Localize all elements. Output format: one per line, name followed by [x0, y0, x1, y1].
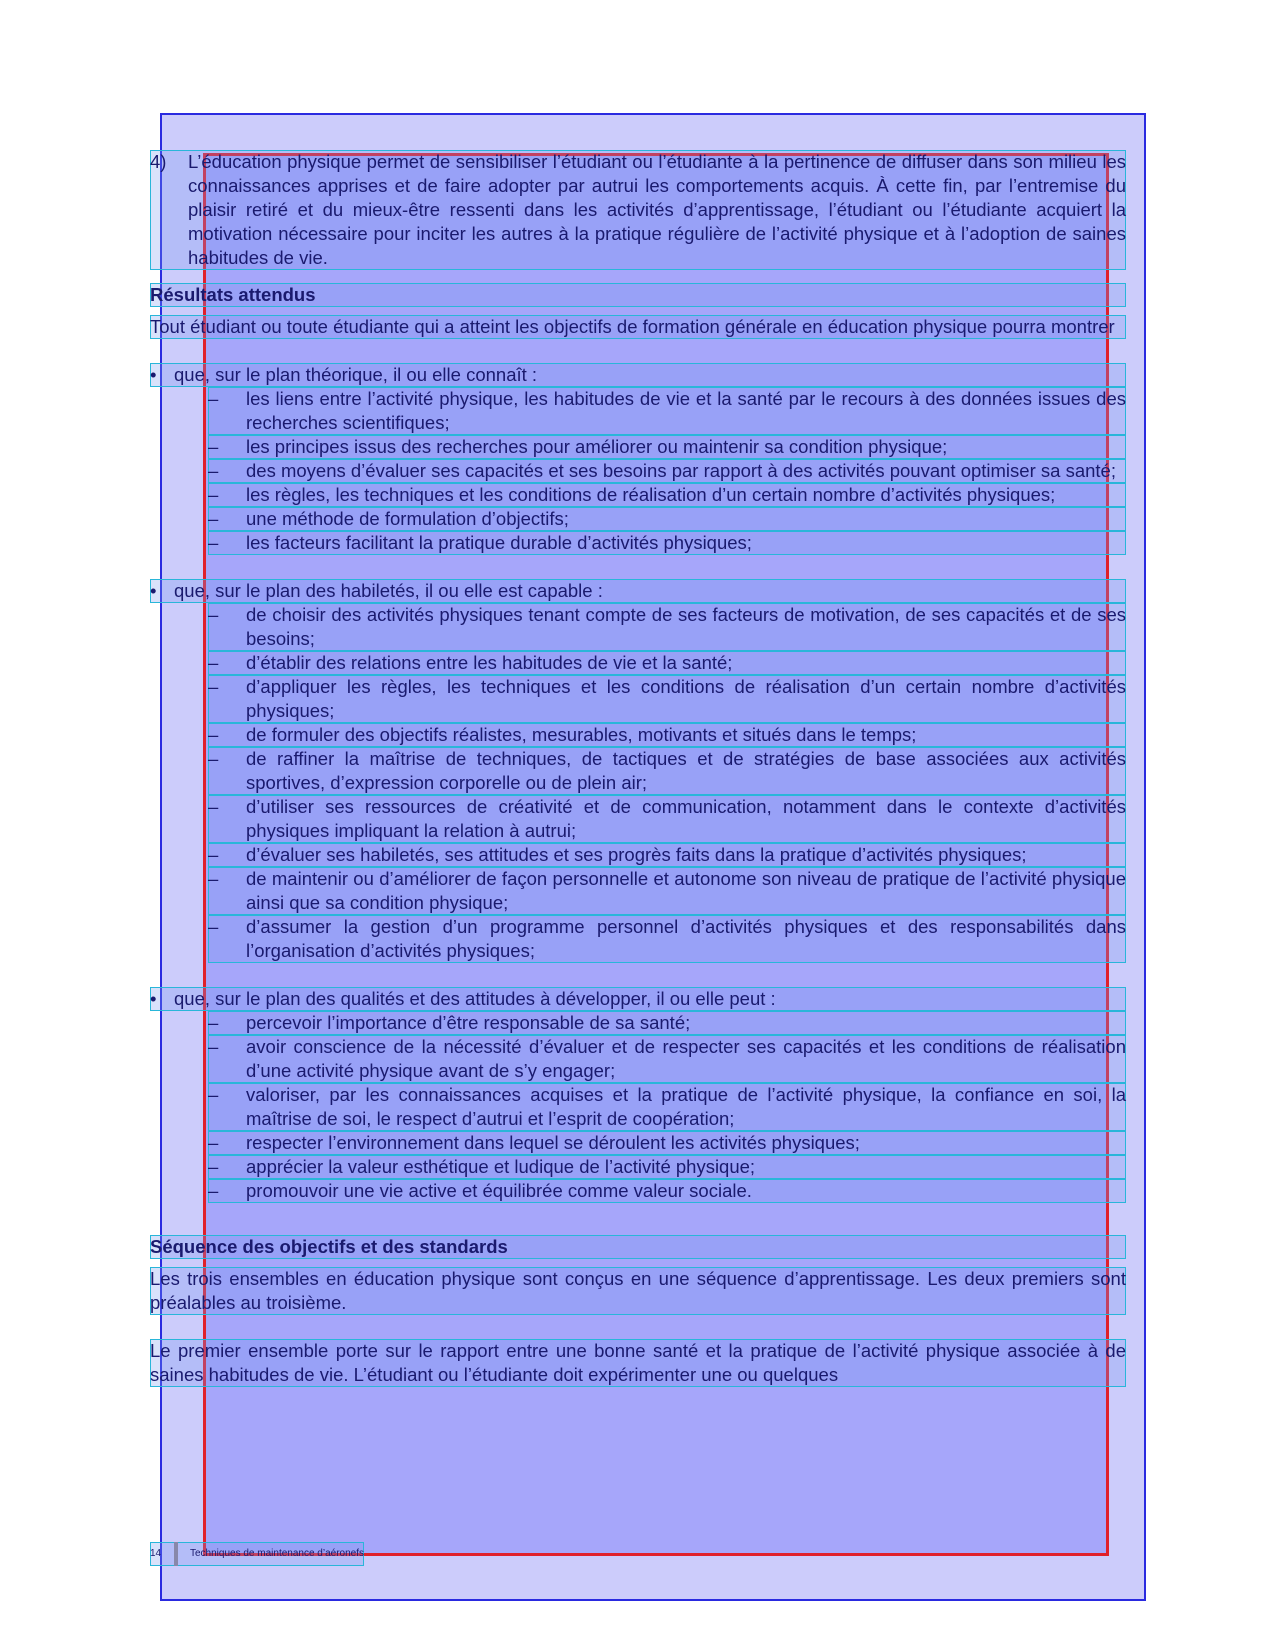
dash-marker-icon: –: [208, 388, 219, 409]
list-item-text: les facteurs facilitant la pratique durable d’activités physiques;: [246, 532, 752, 553]
footer-title: Techniques de maintenance d’aéronefs: [190, 1548, 365, 1559]
list-item-text: de choisir des activités physiques tenant compte de ses facteurs de motivation, de ses capacités et de ses besoins;: [246, 604, 1126, 649]
list-item: [208, 795, 1126, 843]
list-item-text: valoriser, par les connaissances acquises et la pratique de l’activité physique, la confiance en soi, la maîtrise de soi, le respect d’autrui et l’esprit de coopération;: [246, 1084, 1126, 1129]
bullet-dot-icon: •: [150, 580, 157, 601]
dash-marker-icon: –: [208, 748, 219, 769]
bullet-section-lead: [150, 579, 1126, 603]
dash-marker-icon: –: [208, 916, 219, 937]
list-item: [208, 603, 1126, 651]
list-item-text: respecter l’environnement dans lequel se déroulent les activités physiques;: [246, 1132, 860, 1153]
bullet-dot-icon: •: [150, 364, 157, 385]
dash-marker-icon: –: [208, 1084, 219, 1105]
list-item: [208, 507, 1126, 531]
dash-marker-icon: –: [208, 1036, 219, 1057]
list-item: [208, 1179, 1126, 1203]
bullet-dot-icon: •: [150, 988, 157, 1009]
dash-marker-icon: –: [208, 844, 219, 865]
dash-marker-icon: –: [208, 1156, 219, 1177]
bullet-section-lead: [150, 987, 1126, 1011]
dash-marker-icon: –: [208, 460, 219, 481]
dash-marker-icon: –: [208, 436, 219, 457]
sequence-heading: Séquence des objectifs et des standards: [150, 1235, 1126, 1259]
list-item: [208, 459, 1126, 483]
list-item: [208, 1155, 1126, 1179]
list-item: [208, 915, 1126, 963]
list-item-text: percevoir l’importance d’être responsable de sa santé;: [246, 1012, 691, 1033]
list-item-text: les règles, les techniques et les conditions de réalisation d’un certain nombre d’activités physiques;: [246, 484, 1056, 505]
list-item: [208, 675, 1126, 723]
dash-marker-icon: –: [208, 1012, 219, 1033]
dash-marker-icon: –: [208, 868, 219, 889]
results-heading: Résultats attendus: [150, 283, 1126, 307]
list-item: [208, 843, 1126, 867]
list-item: [208, 483, 1126, 507]
list-item-text: apprécier la valeur esthétique et ludique de l’activité physique;: [246, 1156, 756, 1177]
bullet-section-lead: [150, 363, 1126, 387]
dash-marker-icon: –: [208, 484, 219, 505]
bullet-lead-text: que, sur le plan des qualités et des attitudes à développer, il ou elle peut :: [174, 988, 776, 1009]
list-item: [208, 1083, 1126, 1131]
list-item-text: d’assumer la gestion d’un programme personnel d’activités physiques et des responsabilités dans l’organisation d’activités physiques;: [246, 916, 1126, 961]
sequence-paragraph-1: Les trois ensembles en éducation physique sont conçus en une séquence d’apprentissage. Les deux premiers sont préalables au troisième.: [150, 1268, 1126, 1313]
list-item-text: de maintenir ou d’améliorer de façon personnelle et autonome son niveau de pratique de l’activité physique ainsi que sa condition physique;: [246, 868, 1126, 913]
bullet-lead-text: que, sur le plan théorique, il ou elle connaît :: [174, 364, 538, 385]
dash-marker-icon: –: [208, 532, 219, 553]
list-item-text: une méthode de formulation d’objectifs;: [246, 508, 569, 529]
list-item: [208, 387, 1126, 435]
list-item: [208, 867, 1126, 915]
results-intro: Tout étudiant ou toute étudiante qui a atteint les objectifs de formation générale en éducation physique pourra montrer: [150, 315, 1126, 339]
bullet-lead-text: que, sur le plan des habiletés, il ou elle est capable :: [174, 580, 603, 601]
dash-marker-icon: –: [208, 1180, 219, 1201]
list-item-text: des moyens d’évaluer ses capacités et ses besoins par rapport à des activités pouvant optimiser sa santé;: [246, 460, 1116, 481]
dash-marker-icon: –: [208, 652, 219, 673]
item-text: L’éducation physique permet de sensibiliser l’étudiant ou l’étudiante à la pertinence de diffuser dans son milieu les connaissances apprises et de faire adopter par autrui les comportements acquis. À cette fin, par l’entremise du plaisir retiré et du mieux-être ressenti dans les activités d’apprentissage, l’étudiant ou l’étudiante acquiert la motivation nécessaire pour inciter les autres à la pratique régulière de l’activité physique et à l’adoption de saines habitudes de vie.: [188, 151, 1126, 268]
dash-marker-icon: –: [208, 508, 219, 529]
list-item-text: promouvoir une vie active et équilibrée comme valeur sociale.: [246, 1180, 752, 1201]
list-item-text: d’évaluer ses habiletés, ses attitudes et ses progrès faits dans la pratique d’activités physiques;: [246, 844, 1027, 865]
list-item-text: avoir conscience de la nécessité d’évaluer et de respecter ses capacités et les conditions de réalisation d’une activité physique avant de s’y engager;: [246, 1036, 1126, 1081]
list-item: [208, 747, 1126, 795]
list-item-text: les liens entre l’activité physique, les habitudes de vie et la santé par le recours à des données issues des recherches scientifiques;: [246, 388, 1126, 433]
dash-marker-icon: –: [208, 796, 219, 817]
dash-marker-icon: –: [208, 676, 219, 697]
document-body: [150, 150, 1126, 1387]
footer-divider: [174, 1542, 178, 1566]
list-item: [208, 651, 1126, 675]
dash-marker-icon: –: [208, 724, 219, 745]
results-sections: [150, 363, 1126, 1203]
list-item: [208, 723, 1126, 747]
list-item: [208, 1131, 1126, 1155]
list-item-text: d’utiliser ses ressources de créativité et de communication, notamment dans le contexte d’activités physiques impliquant la relation à autrui;: [246, 796, 1126, 841]
list-item: [208, 1011, 1126, 1035]
item-number: 4): [150, 151, 167, 172]
list-item-text: de formuler des objectifs réalistes, mesurables, motivants et situés dans le temps;: [246, 724, 917, 745]
page-number: 14: [150, 1548, 162, 1559]
list-item-text: d’appliquer les règles, les techniques et les conditions de réalisation d’un certain nombre d’activités physiques;: [246, 676, 1126, 721]
numbered-item-4: [150, 150, 1126, 270]
dash-marker-icon: –: [208, 1132, 219, 1153]
page-footer: [150, 1542, 364, 1566]
list-item-text: d’établir des relations entre les habitudes de vie et la santé;: [246, 652, 733, 673]
list-item-text: les principes issus des recherches pour améliorer ou maintenir sa condition physique;: [246, 436, 948, 457]
list-item: [208, 435, 1126, 459]
list-item: [208, 531, 1126, 555]
sequence-paragraph-2: Le premier ensemble porte sur le rapport entre une bonne santé et la pratique de l’activité physique associée à de saines habitudes de vie. L’étudiant ou l’étudiante doit expérimenter une ou quelques: [150, 1340, 1126, 1385]
list-item-text: de raffiner la maîtrise de techniques, de tactiques et de stratégies de base associées aux activités sportives, d’expression corporelle ou de plein air;: [246, 748, 1126, 793]
dash-marker-icon: –: [208, 604, 219, 625]
list-item: [208, 1035, 1126, 1083]
